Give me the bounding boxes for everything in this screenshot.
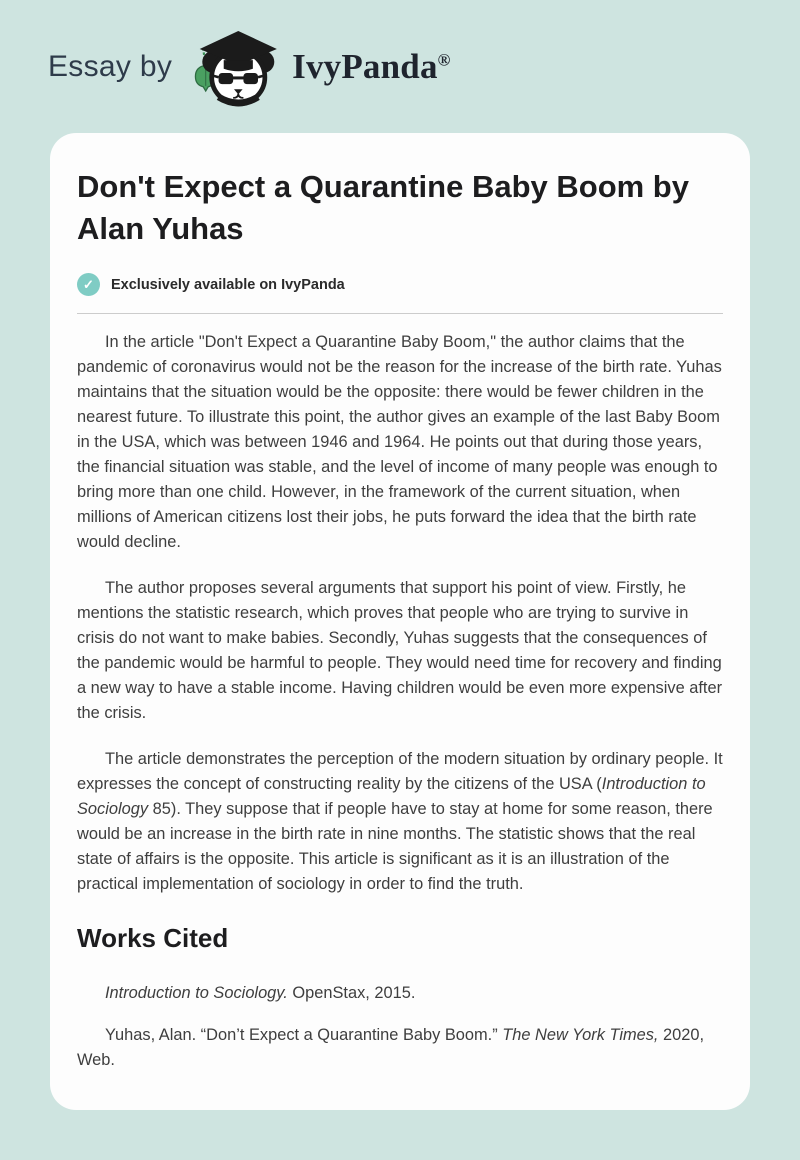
text-segment: The author proposes several arguments that support his point of view. Firstly, he mentions the statistic research, which proves that people who are trying to survive in crisis do not want to make babies. Secondly, Yuhas suggests that the consequences of the pandemic would be harmful to people. They would need time for recovery and finding a new way to have a stable income. Having children would be even more expensive after the crisis. (77, 579, 723, 722)
text-segment: The article demonstrates the perception of the modern situation by ordinary people. It expresses the concept of constructing reality by the citizens of the USA ( (77, 750, 723, 793)
essay-card (50, 133, 750, 1110)
registered-mark: ® (437, 49, 451, 69)
brand-text: IvyPanda (292, 46, 438, 86)
brand-name (292, 47, 450, 87)
ivypanda-panda-logo-icon (186, 24, 282, 110)
italic-text-segment: Introduction to Sociology (77, 775, 706, 818)
text-segment: 2020, Web. (77, 1026, 705, 1069)
works-cited-heading: Works Cited (77, 923, 229, 953)
essay-by-label: Essay by (48, 49, 173, 83)
divider (77, 313, 723, 314)
text-segment: In the article "Don't Expect a Quarantine Baby Boom," the author claims that the pandemic of coronavirus would not be the reason for the increase of the birth rate. Yuhas maintains that the situation would be the opposite: there would be fewer children in the nearest future. To illustrate this point, the author gives an example of the last Baby Boom in the USA, which was between 1946 and 1964. He points out that during those years, the financial situation was stable, and the level of income of many people was enough to bring more than one child. However, in the framework of the current situation, when millions of American citizens lost their jobs, he puts forward the idea that the birth rate would decline. (77, 333, 722, 551)
citation-entry-2 (77, 1023, 723, 1073)
citation-entry-1 (77, 981, 723, 1006)
essay-paragraph-2 (77, 576, 723, 726)
exclusive-badge (77, 273, 723, 296)
italic-text-segment: Introduction to Sociology. (105, 984, 288, 1002)
text-segment: Yuhas, Alan. “Don’t Expect a Quarantine Baby Boom.” (105, 1026, 503, 1044)
text-segment: 85). They suppose that if people have to stay at home for some reason, there would be an increase in the birth rate in nine months. The statistic shows that the real state of affairs is the opposite. This article is significant as it is an illustration of the practical implementation of sociology in order to find the truth. (77, 800, 713, 893)
essay-paragraph-3 (77, 747, 723, 897)
text-segment: OpenStax, 2015. (287, 984, 416, 1002)
check-icon: ✓ (77, 273, 100, 296)
exclusive-badge-label: Exclusively available on IvyPanda (111, 276, 345, 293)
site-header (0, 0, 800, 133)
italic-text-segment: The New York Times, (502, 1026, 659, 1044)
essay-title: Don't Expect a Quarantine Baby Boom by Alan Yuhas (77, 169, 689, 246)
essay-paragraph-1 (77, 330, 723, 555)
